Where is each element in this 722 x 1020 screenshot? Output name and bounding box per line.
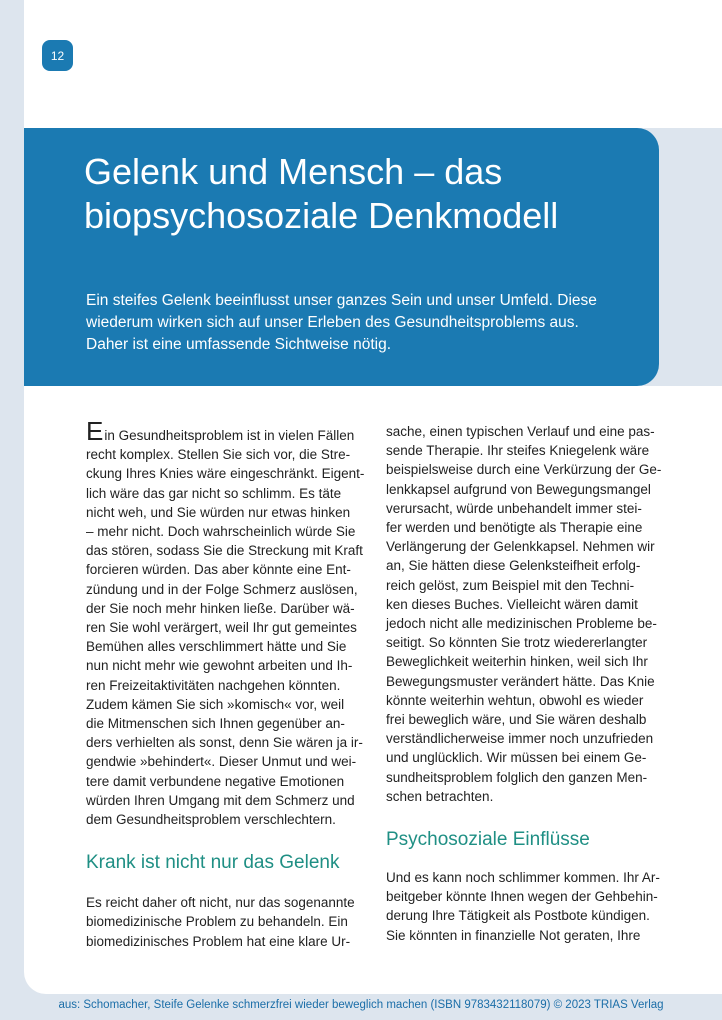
paragraph-line: tere damit verbundene negative Emotionen [86, 773, 345, 789]
paragraph-line: Sie könnten in finanzielle Not geraten, Ihre [386, 927, 641, 943]
paragraph-line: sundheitsproblem folglich den ganzen Men- [386, 769, 648, 785]
paragraph-line: sache, einen typischen Verlauf und eine pas- [386, 424, 655, 439]
paragraph-line: würden Ihren Umgang mit dem Schmerz und [86, 792, 355, 808]
paragraph-line: lenkkapsel aufgrund von Bewegungsmangel [386, 481, 651, 497]
paragraph-line: recht komplex. Stellen Sie sich vor, die Stre- [86, 447, 351, 463]
paragraph-left-2 [86, 893, 356, 951]
paragraph-line: gendwie »behindert«. Dieser Unmut und wei- [86, 754, 357, 770]
citation-footer: aus: Schomacher, Steife Gelenke schmerzfrei wieder beweglich machen (ISBN 9783432118079) © 2023 TRIAS Verlag [58, 999, 664, 1011]
paragraph-line: ders verhielten als sonst, denn Sie wären ja ir- [86, 735, 363, 751]
paragraph-line: lich wäre das gar nicht so schlimm. Es täte [86, 485, 342, 501]
chapter-title-line: Gelenk und Mensch – das [84, 151, 503, 192]
chapter-title [84, 150, 644, 238]
paragraph-line: Zudem kämen Sie sich »komisch« vor, weil [86, 696, 345, 712]
paragraph-line: sende Therapie. Ihr steifes Kniegelenk wäre [386, 443, 650, 459]
paragraph-line: biomedizinische Problem zu behandeln. Ein [86, 914, 348, 930]
paragraph-right-2 [386, 868, 660, 945]
paragraph-line: zündung und in der Folge Schmerz auslösen, [86, 581, 358, 597]
paragraph-line: die Mitmenschen sich Ihnen gegenüber an- [86, 716, 345, 732]
paragraph-line: nun nicht mehr wie gewohnt arbeiten und Ih- [86, 658, 353, 674]
paragraph-line: Ein Gesundheitsproblem ist in vielen Fällen [86, 416, 355, 446]
paragraph-line: der Sie noch mehr hinken ließe. Darüber wä- [86, 600, 355, 616]
paragraph-line: seitigt. So könnten Sie trotz wiedererlangter [386, 635, 648, 651]
left-column [86, 416, 365, 951]
paragraph-line: Bewegungsmuster verändert hätte. Das Knie [386, 673, 655, 689]
paragraph-line: ren Sie wohl verärgert, weil Ihr gut gemeintes [86, 620, 357, 636]
paragraph-line: das stören, sodass Sie die Streckung mit Kraft [86, 543, 363, 559]
paragraph-line: Verlängerung der Gelenkkapsel. Nehmen wir [386, 539, 655, 555]
paragraph-line: forcieren würden. Das aber könnte eine Ent- [86, 562, 351, 578]
chapter-intro [86, 290, 646, 356]
paragraph-line: frei beweglich wäre, und Sie wären deshalb [386, 712, 647, 728]
paragraph-line: jedoch nicht alle medizinischen Probleme be- [386, 616, 657, 632]
paragraph-line: Bemühen alles verschlimmert hätte und Sie [86, 639, 347, 655]
page-number-badge: 12 [42, 40, 73, 71]
paragraph-line: Und es kann noch schlimmer kommen. Ihr Ar- [386, 870, 660, 886]
paragraph-line: Beweglichkeit weiterhin hinken, weil sich Ihr [386, 654, 648, 670]
intro-line: Ein steifes Gelenk beeinflusst unser ganzes Sein und unser Umfeld. Diese [86, 292, 597, 309]
paragraph-left-1 [86, 416, 365, 829]
paragraph-line: verständlicherweise immer noch unzufrieden [386, 731, 654, 747]
paragraph-line: dem Gesundheitsproblem verschlechtern. [86, 812, 336, 828]
paragraph-line: – mehr nicht. Doch wahrscheinlich würde Sie [86, 524, 356, 540]
paragraph-line: derung Ihre Tätigkeit als Postbote kündigen. [386, 908, 650, 924]
page-header [24, 0, 722, 128]
paragraph-line: fer werden und benötigte als Therapie eine [386, 520, 643, 536]
chapter-title-line: biopsychosoziale Denkmodell [84, 195, 559, 236]
paragraph-line: schen betrachten. [386, 788, 494, 804]
paragraph-right-1 [386, 422, 662, 806]
paragraph-line: und unglücklich. Wir müssen bei einem Ge- [386, 750, 647, 766]
paragraph-line: reich gelöst, zum Beispiel mit den Techni- [386, 577, 635, 593]
paragraph-line: könnte weiterhin wehtun, obwohl es wieder [386, 692, 644, 708]
intro-line: Daher ist eine umfassende Sichtweise nötig. [86, 336, 391, 353]
paragraph-line: Es reicht daher oft nicht, nur das sogenannte [86, 895, 355, 911]
paragraph-line: ken dieses Buches. Vielleicht wären damit [386, 596, 638, 612]
paragraph-line: an, Sie hätten diese Gelenksteifheit erfolg- [386, 558, 641, 574]
paragraph-line: beitgeber könnte Ihnen wegen der Gehbehin- [386, 889, 658, 905]
paragraph-line: ckung Ihres Knies wäre eingeschränkt. Eigent- [86, 466, 365, 482]
section-heading-psychosozial: Psychosoziale Einflüsse [386, 829, 590, 851]
intro-line: wiederum wirken sich auf unser Erleben des Gesundheitsproblems aus. [86, 314, 579, 331]
paragraph-line: verursacht, würde unbehandelt immer stei- [386, 500, 642, 516]
paragraph-line: biomedizinisches Problem hat eine klare Ur- [86, 933, 351, 949]
drop-cap: E [86, 416, 104, 446]
paragraph-line: beispielsweise durch eine Verkürzung der Ge- [386, 462, 662, 478]
paragraph-line: ren Freizeitaktivitäten nachgehen könnten. [86, 677, 341, 693]
right-column [386, 422, 662, 945]
section-heading-krank: Krank ist nicht nur das Gelenk [86, 852, 340, 874]
paragraph-line: nicht weh, und Sie würden nur etwas hinken [86, 504, 351, 520]
